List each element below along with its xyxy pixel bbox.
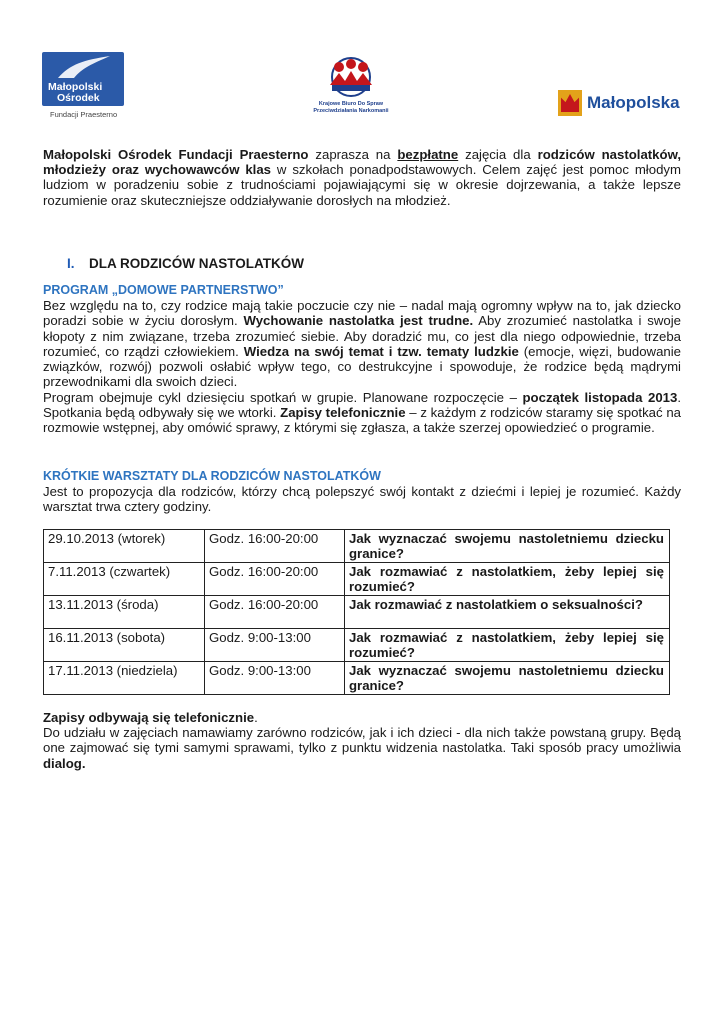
intro-audience: rodziców nastolatków, młodzieży oraz wychowawców klas — [43, 147, 681, 178]
program-start-date: początek listopada 2013 — [522, 389, 678, 405]
logo-line-3: Fundacji Praesterno — [50, 110, 118, 119]
table-row — [44, 596, 670, 629]
table-row — [44, 662, 670, 695]
workshops-title: KRÓTKIE WARSZTATY DLA RODZICÓW NASTOLATKÓW — [43, 469, 381, 483]
closing-dialog: dialog. — [43, 755, 86, 771]
intro-text-2: zajęcia dla — [458, 147, 538, 162]
row-date: 13.11.2013 (środa) — [44, 596, 205, 629]
program-bold-1: Wychowanie nastolatka jest trudne. — [243, 313, 474, 329]
row-date: 29.10.2013 (wtorek) — [44, 530, 205, 563]
closing-paragraph — [43, 710, 681, 771]
row-date: 7.11.2013 (czwartek) — [44, 563, 205, 596]
row-time: Godz. 16:00-20:00 — [205, 530, 345, 563]
program-text-1: Bez względu na to, czy rodzice mają takie poczucie czy nie – nadal mają ogromny wpływ na to, jak dziecko poradzi sobie w życiu dorosłym. — [43, 298, 681, 329]
org-name: Małopolski Ośrodek Fundacji Praesterno — [43, 147, 309, 162]
row-topic: Jak rozmawiać z nastolatkiem, żeby lepiej się rozumieć? — [345, 629, 670, 662]
program-bold-2: Wiedza na swój temat i tzw. tematy ludzkie — [243, 343, 519, 359]
logo-line-1: Małopolski — [48, 81, 103, 93]
bird-icon — [56, 54, 112, 80]
row-time: Godz. 16:00-20:00 — [205, 563, 345, 596]
table-row — [44, 629, 670, 662]
table-row — [44, 530, 670, 563]
kbpn-caption: Krajowe Biuro Do Spraw Przeciwdziałania Narkomanii — [313, 101, 389, 114]
logo-line-2: Ośrodek — [57, 92, 100, 104]
section-title: DLA RODZICÓW NASTOLATKÓW — [89, 256, 304, 271]
workshops-intro: Jest to propozycja dla rodziców, którzy chcą polepszyć swój kontakt z dziećmi i lepiej je rozumieć. Każdy warsztat trwa cztery godziny. — [43, 484, 681, 515]
row-topic: Jak rozmawiać z nastolatkiem, żeby lepiej się rozumieć? — [345, 563, 670, 596]
section-number: I. — [67, 256, 75, 271]
praesterno-logo-box — [42, 52, 124, 106]
closing-text: Do udziału w zajęciach namawiamy zarówno rodziców, jak i ich dzieci - dla nich także powstaną grupy. Będą one zajmować się tymi samymi sprawami, tylko z punktu widzenia nastolatka. Taki sposób pracy umożliwia — [43, 725, 681, 756]
free-word: bezpłatne — [397, 147, 459, 162]
program-text-4: Program obejmuje cykl dziesięciu spotkań w grupie. Planowane rozpoczęcie – — [43, 389, 523, 405]
intro-text-1: zaprasza na — [308, 147, 398, 162]
row-date: 16.11.2013 (sobota) — [44, 629, 205, 662]
intro-paragraph — [43, 147, 681, 208]
closing-signup: Zapisy odbywają się telefonicznie — [43, 710, 255, 725]
malopolska-name: Małopolska — [587, 93, 680, 112]
crown-icon — [558, 90, 582, 116]
people-circle-icon — [308, 55, 394, 101]
kbpn-logo — [308, 55, 394, 125]
row-time: Godz. 16:00-20:00 — [205, 596, 345, 629]
row-date: 17.11.2013 (niedziela) — [44, 662, 205, 695]
program-signup: Zapisy telefonicznie — [280, 405, 406, 421]
program-text-3: (emocje, więzi, budowanie związków, rozwój) pozwoli osłabić wpływ tego, co destrukcyjne i spowoduje, że rodzice będą mądrymi przewodnikami dla swoich dzieci. — [43, 343, 681, 390]
praesterno-logo — [42, 52, 124, 124]
program-text-6: – z każdym z rodziców staramy się spotkać na rozmowie wstępnej, aby omówić sprawy, z którymi się zgłasza, a także szerzej opowiedzieć o programie. — [43, 405, 681, 436]
program-paragraph — [43, 298, 681, 436]
row-time: Godz. 9:00-13:00 — [205, 629, 345, 662]
row-topic: Jak wyznaczać swojemu nastoletniemu dziecku granice? — [345, 662, 670, 695]
program-text-5: . Spotkania będą odbywały się we wtorki. — [43, 389, 681, 421]
row-topic: Jak wyznaczać swojemu nastoletniemu dziecku granice? — [345, 530, 670, 563]
workshops-table — [43, 529, 670, 695]
row-topic: Jak rozmawiać z nastolatkiem o seksualności? — [345, 596, 670, 629]
header-logos — [0, 0, 725, 135]
malopolska-logo — [558, 90, 688, 120]
section-heading — [67, 256, 304, 271]
table-row — [44, 563, 670, 596]
program-text-2: Aby zrozumieć nastolatka i swoje kłopoty z nim związane, trzeba zrozumieć siebie. Aby doradzić mu, co jest dla niego odpowiednie, trzeba rozumieć, co rządzi człowiekiem. — [43, 313, 682, 359]
intro-text-3: w szkołach ponadpodstawowych. Celem zajęć jest pomoc młodym ludziom w poradzeniu sobie z trudnościami pojawiającymi się w okresie dojrzewania, a także lepsze rozumienie oraz skuteczniejsze oddziaływanie dorosłych na młodzież. — [43, 162, 681, 208]
program-title: PROGRAM „DOMOWE PARTNERSTWO” — [43, 283, 284, 297]
closing-dot: . — [254, 710, 258, 725]
row-time: Godz. 9:00-13:00 — [205, 662, 345, 695]
